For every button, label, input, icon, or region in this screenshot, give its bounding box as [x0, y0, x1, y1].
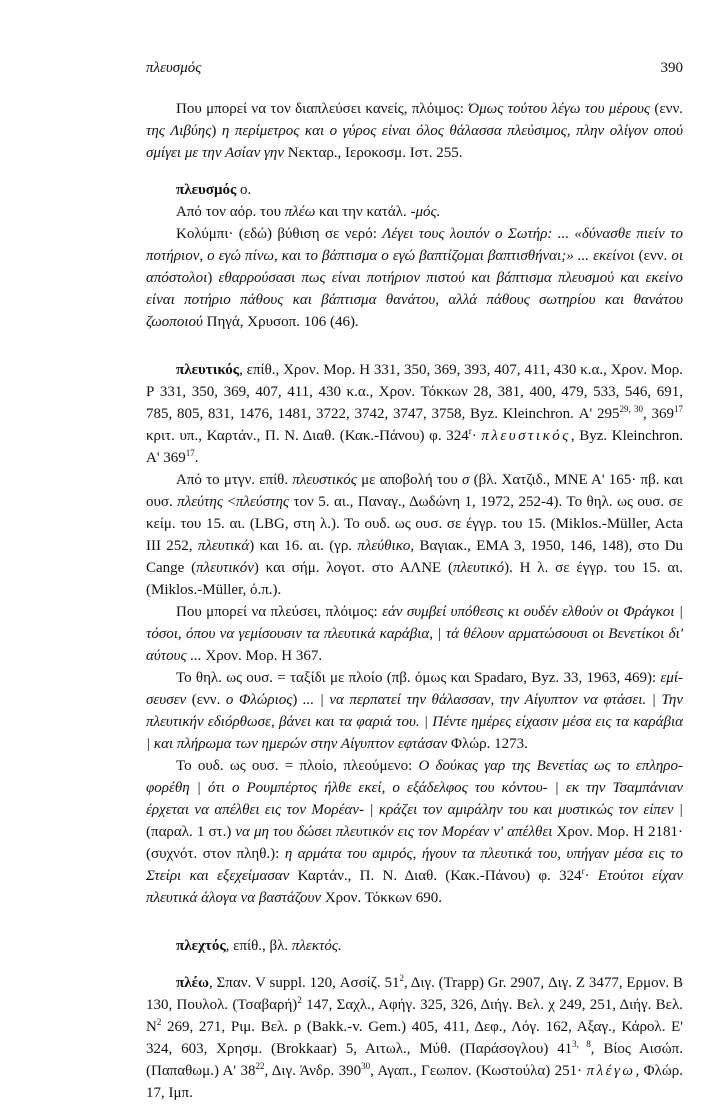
text-run: Που μπορεί να πλεύσει, πλόιμος: — [176, 604, 383, 620]
text-run: Το ουδ. ως ουσ. = πλοίο, πλεούμενο: — [176, 758, 419, 774]
italic-quote: πλευτικό — [453, 560, 505, 576]
entry-paragraph — [146, 972, 683, 1104]
italic-quote: πλεύστης — [235, 494, 289, 510]
text-run: (ενν. — [191, 692, 226, 708]
headword: πλευτικός — [176, 362, 240, 378]
text-run: , 369 — [643, 406, 675, 422]
superscript: 2 — [156, 1017, 162, 1027]
entry-paragraph — [146, 667, 683, 755]
text-run: ) και σήμ. λογοτ. στο ΑΛΝΕ ( — [253, 560, 454, 576]
text-run: , Byz. Kleinchron. Α' 369 — [146, 428, 683, 466]
entry-paragraph — [146, 601, 683, 667]
entry-paragraph — [146, 223, 683, 333]
text-run: , επίθ., Χρον. Μορ. Η 331, 350, 369, 393, 407, 411, 430 κ.α., Χρον. Μορ. Ρ 331, 350, 369, 407, 411, 430 κ.α., Χρον. Τόκκων 28, 381, 400, 479, 533, 546, 691, 785, 805, 831, 1476, 1481, 3722, 3742, 3747, 3758, Byz. Kleinchron. Α' 295 — [146, 362, 683, 422]
text-run: (βλ. Χατζιδ., ΜΝΕ Α' 165· πβ. και ουσ. — [146, 472, 683, 510]
text-run: , επίθ., βλ. — [225, 938, 292, 954]
text-run: Από το μτγν. επίθ. — [176, 472, 293, 488]
running-head-title: πλευσμός — [146, 60, 202, 76]
text-run: Καρτάν., Π. Ν. Διαθ. (Κακ.-Πάνου) φ. 324 — [297, 868, 582, 884]
text-run: Χρον. Τόκκων 690. — [324, 890, 442, 906]
italic-quote: πλεύθικο — [357, 538, 411, 554]
italic-quote: η περίμετρος και ο γύρος είναι όλος θάλασσα πλεύσιμος, πλην ολίγον οπού σμίγει με την Ασίαν γην — [146, 123, 683, 161]
text-run: 269, 271, Ριμ. Βελ. ρ (Bakk.-v. Gem.) 405, 411, Δεφ., Λόγ. 162, Αξαγ., Κάρολ. Ε' 324, 603, Χρησμ. (Brokkaar) 5, Αιτωλ., Μύθ. (Παράσογλου) 41 — [146, 1019, 683, 1057]
spaced-variant: πλευστικός — [481, 428, 571, 444]
italic-quote: ο Φλώριος — [225, 692, 293, 708]
italic-quote: εθαρρούσασι πως είναι ποτήριον πιστού και βάπτισμα πλευσμού και εκείνο είναι ποτήριο πάθους και βάπτισμα θανάτου, αλλά πάθους σωτηρίου και θανάτου ζωοποιού — [146, 270, 683, 330]
dictionary-entry — [146, 179, 683, 333]
italic-quote: Ετούτοι είχαν πλευτικά άλογα να βαστάζουν — [146, 868, 684, 906]
dictionary-text — [146, 98, 683, 1104]
superscript: 17 — [674, 404, 684, 414]
italic-quote: η αρμάτα του αμιρός, ήγουν τα πλευτικά του, υπήγαν μέσα εις το Στείρι και εξεχείμασαν — [146, 846, 684, 884]
entry-paragraph — [146, 755, 683, 909]
italic-quote: εάν συμβεί υπόθεσις κι ουδέν ελθούν οι Φράγκοι | τόσοι, όπου να γεμίσουσιν τα πλευτικά καράβια, | τά θέλουν αρματώσουσι οι Βενετίκοι δι' αύτους ... — [146, 604, 683, 664]
italic-quote: εμίσευσεν — [146, 670, 683, 708]
headword: πλέω — [176, 975, 209, 991]
text-run: και την κατάλ. — [315, 204, 411, 220]
italic-quote: πλευτικόν — [196, 560, 254, 576]
dictionary-entry — [146, 98, 683, 164]
entry-paragraph — [146, 469, 683, 601]
headword: πλευσμός — [176, 182, 237, 198]
text-run: . — [194, 450, 199, 466]
text-run: ο. — [236, 182, 252, 198]
italic-quote: -μός. — [410, 204, 441, 220]
superscript: 2 — [399, 973, 404, 983]
italic-quote: πλεκτός. — [291, 938, 342, 954]
text-run: (ενν. — [638, 248, 672, 264]
text-run: ) — [292, 692, 303, 708]
text-run: ). Η λ. σε έγγρ. του 15. αι. (Miklos.-Müller, ό.π.). — [146, 560, 683, 598]
italic-quote: πλέω — [284, 204, 316, 220]
text-run: κριτ. υπ., Καρτάν., Π. Ν. Διαθ. (Κακ.-Πάνου) φ. 324 — [146, 428, 469, 444]
text-run: ) — [207, 270, 219, 286]
superscript: 17 — [185, 448, 195, 458]
italic-quote: σ — [462, 472, 470, 488]
text-run: με αποβολή του — [356, 472, 463, 488]
entry-paragraph — [146, 98, 683, 164]
dictionary-entry — [146, 935, 683, 957]
text-run: τον 5. αι., Παναγ., Δωδώνη 1, 1972, 252-4). Το θηλ. ως ουσ. σε κείμ. του 15. αι. (LBG, στη λ.). Το ουδ. ως ουσ. σε έγγρ. του 15. (Miklos.-Müller, Acta III 252, — [146, 494, 683, 554]
text-run: (ενν. — [654, 101, 683, 117]
text-run: , Βαγιακ., ΕΜΑ 3, 1950, 146, 148), στο Du Cange ( — [146, 538, 683, 576]
superscript: 30 — [361, 1061, 371, 1071]
entry-paragraph — [146, 179, 683, 201]
dictionary-entry — [146, 359, 683, 909]
text-run: Νεκταρ., Ιεροκοσμ. Ιστ. 255. — [287, 145, 463, 161]
text-run: Χρον. Μορ. Η 2181· (συχνότ. στον πληθ.): — [146, 824, 683, 862]
text-run: Πηγά, Χρυσοπ. 106 (46). — [206, 314, 359, 330]
text-run: (παραλ. 1 στ.) — [146, 824, 236, 840]
superscript: 22 — [255, 1061, 265, 1071]
text-run: , Βίος Αισώπ. (Παπαθωμ.) Α' 38 — [146, 1041, 683, 1079]
text-run: < — [222, 494, 236, 510]
page-number: 390 — [660, 60, 683, 76]
superscript: r — [468, 426, 472, 436]
superscript: 29, 30 — [619, 404, 643, 414]
italic-quote: πλευστικός — [292, 472, 357, 488]
italic-quote: Όμως τούτου λέγω του μέρους — [468, 101, 655, 117]
superscript: 3, 8 — [572, 1039, 591, 1049]
entry-paragraph — [146, 935, 683, 957]
text-run: ) — [211, 123, 222, 139]
text-run: · — [471, 428, 482, 444]
text-run: , Διγ. (Trapp) Gr. 2907, Διγ. Ζ 3477, Ερμον. Β 130, Πουλολ. (Τσαβαρή) — [146, 975, 683, 1013]
superscript: r — [581, 866, 585, 876]
text-run: , Φλώρ. 17, Ιμπ. — [146, 1063, 683, 1101]
headword: πλεχτός — [176, 938, 226, 954]
text-run: Που μπορεί να τον διαπλεύσει κανείς, πλόιμος: — [176, 101, 469, 117]
text-run: ) και 16. αι. (γρ. — [249, 538, 358, 554]
text-run: · — [584, 868, 598, 884]
italic-quote: Λέγει τους λοιπόν ο Σωτήρ: ... «δύνασθε πιείν το ποτήριον, ο εγώ πίνω, και το βάπτισμα ο εγώ βαπτίζομαι βαπτισθήναι;» ... εκείνοι — [146, 226, 684, 264]
italic-quote: ... | να περπατεί την θάλασσαν, την Αίγυπτον να φτάσει. | Την πλευτικήν εδιόρθωσε, βάνει και τα φαριά του. | Πέντε ημέρες είχασιν μέσα εις τα καράβια | και πλήρωμα των ημερών στην Αίγυπτον εφτάσαν — [146, 692, 684, 752]
italic-quote: πλευτικά — [197, 538, 250, 554]
superscript: 2 — [297, 995, 302, 1005]
text-run: Φλώρ. 1273. — [450, 736, 528, 752]
entry-paragraph — [146, 359, 683, 469]
text-run: Κολύμπι· (εδώ) βύθιση σε νερό: — [176, 226, 383, 242]
text-run: Το θηλ. ως ουσ. = ταξίδι με πλοίο (πβ. όμως και Spadaro, Byz. 33, 1963, 469): — [176, 670, 661, 686]
text-run: Χρον. Μορ. Η 367. — [205, 648, 323, 664]
spaced-variant: πλέγω — [586, 1063, 636, 1079]
running-header — [146, 60, 683, 82]
text-run: 147, Σαχλ., Αφήγ. 325, 326, Διήγ. Βελ. χ 249, 251, Διήγ. Βελ. N — [146, 997, 683, 1035]
text-run: , Σπαν. V suppl. 120, Ασσίζ. 51 — [208, 975, 400, 991]
italic-quote: πλεύτης — [177, 494, 223, 510]
italic-quote: οι απόστολοι — [146, 248, 683, 286]
text-run: Από τον αόρ. του — [176, 204, 285, 220]
italic-quote: της Λιβύης — [146, 123, 212, 139]
dictionary-entry — [146, 972, 683, 1104]
italic-quote: να μη του δώσει πλευτικόν εις τον Μορέαν ν' απέλθει — [235, 824, 557, 840]
italic-quote: Ο δούκας γαρ της Βενετίας ως το επληροφορέθη | ότι ο Ρουμπέρτος ήλθε εκεί, ο εξάδελφος του κόντου- | εκ την Τσαμπάνιαν έρχεται να απέλθει εις τον Μορέαν- | κράζει τον αμιράλην του και μυστικώς τον είπεν | — [146, 758, 684, 818]
entry-paragraph — [146, 201, 683, 223]
text-run: , Διγ. Άνδρ. 390 — [264, 1063, 362, 1079]
text-run: , Αγαπ., Γεωπον. (Κωστούλα) 251· — [370, 1063, 587, 1079]
